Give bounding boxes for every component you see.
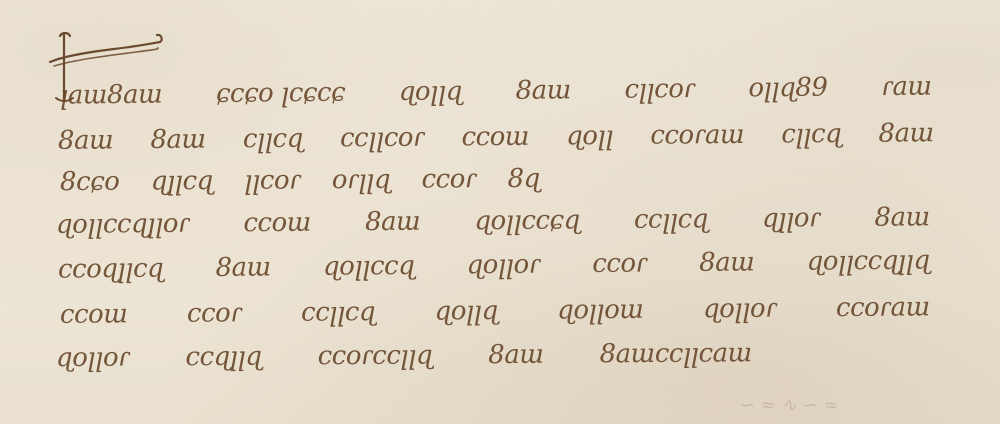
manuscript-word: 8aɯ [57, 125, 114, 156]
manuscript-word: ɾaɯ [880, 71, 932, 103]
manuscript-word: ccꞁꞁcoɾ [339, 122, 425, 154]
manuscript-word: cꞁꞁcɋ [781, 119, 842, 150]
manuscript-word: ɋoꞁꞁɋ [434, 296, 498, 327]
manuscript-word: ccoɯ [59, 299, 128, 330]
manuscript-word: cꞁꞁcɋ [242, 123, 303, 155]
manuscript-word: 8aɯccꞁꞁcaɯ [599, 338, 752, 370]
manuscript-word: ccoɋꞁꞁcɋ [57, 253, 164, 285]
manuscript-word: 8aɯ [215, 252, 271, 283]
manuscript-line [0, 288, 1000, 341]
manuscript-word: ccꞁꞁcɋ [633, 204, 709, 235]
manuscript-word: ccoɾ [592, 248, 647, 280]
manuscript-line [0, 241, 1000, 295]
manuscript-word: oɾꞁꞁɋ [331, 164, 391, 196]
manuscript-word: ɋoꞁꞁccɋꞁꞁoɾ [55, 208, 190, 240]
manuscript-word: ɋꞁꞁcɋ [150, 166, 213, 197]
manuscript-word: 8aɯ [698, 247, 755, 278]
manuscript-word: 8cɕo [59, 166, 120, 198]
manuscript-word: 8aɯ [878, 118, 934, 149]
manuscript-word: ccoɾ [186, 298, 242, 329]
manuscript-word: 8aɯ [150, 124, 206, 156]
manuscript-word: ɋꞁꞁoɾ [761, 203, 821, 234]
manuscript-line [0, 333, 1000, 384]
manuscript-word: ɋoꞁꞁoɾ [702, 293, 777, 325]
manuscript-word: 8aɯ [364, 206, 421, 238]
manuscript-word: ccoɾ [421, 164, 477, 195]
manuscript-word: ccɋꞁꞁɋ [185, 341, 262, 373]
manuscript-word: ɋoꞁꞁccɋꞁꞁɋ [806, 245, 930, 277]
manuscript-word: ꞁaɯ8aɯ [59, 79, 163, 111]
manuscript-word: ɋoꞁꞁ [566, 121, 614, 152]
manuscript-word: ccoɾaɯ [835, 292, 930, 324]
manuscript-word: ꞁꞁcoɾ [244, 165, 301, 196]
manuscript-word: ɋoꞁꞁccɕɋ [474, 205, 580, 237]
manuscript-word: ccoɾccꞁꞁɋ [317, 340, 433, 372]
manuscript-word: 8ɋ [507, 163, 540, 194]
manuscript-word: ccoɯ [461, 121, 530, 153]
manuscript-word: 8aɯ [515, 75, 571, 106]
manuscript-word: ccꞁꞁcɋ [300, 297, 376, 328]
manuscript-word: cꞁꞁcoɾ [624, 73, 695, 105]
manuscript-word: ɋoꞁꞁɋ [398, 76, 463, 108]
manuscript-word: oꞁꞁɋ89 [748, 72, 828, 104]
manuscript-word: ɋoꞁꞁoɾ [466, 249, 541, 281]
bleed-through-text: ∽ ≈ ∿ ∽ ≈ [740, 395, 839, 416]
manuscript-word: 8aɯ [874, 202, 930, 233]
manuscript-word: ɋoꞁꞁoɾ [55, 342, 130, 374]
manuscript-line [0, 67, 1000, 121]
manuscript-word: ccoɾaɯ [650, 119, 745, 151]
manuscript-word: ɋoꞁꞁccɋ [322, 250, 415, 282]
manuscript-word: ɕcɕo ꞁcɕcɕ [215, 77, 346, 109]
manuscript-word: ccoɯ [243, 207, 311, 239]
manuscript-word: 8aɯ [488, 339, 544, 371]
manuscript-word: ɋoꞁꞁoɯ [557, 294, 644, 326]
